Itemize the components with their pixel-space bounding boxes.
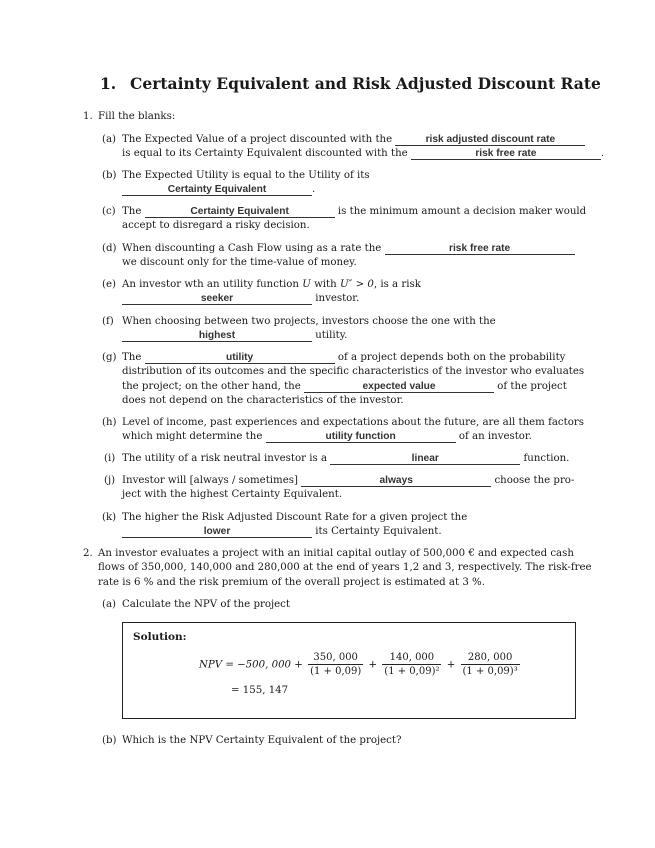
q1e-utility-symbol: U [302,279,311,290]
q2a-text: Calculate the NPV of the project [122,599,290,610]
q1a-answer1: risk adjusted discount rate [425,134,556,145]
q1g-answer1: utility [226,352,254,363]
q1e-blank1 [122,293,312,305]
q1c-text1: The [122,206,142,217]
q1h-text3: of an investor. [458,431,532,442]
fraction-year2-numerator: 140, 000 [382,651,441,665]
q1-number: 1. [83,111,93,122]
q1k-answer1: lower [203,526,231,537]
q1g-text2: of a project depends both on the probability [337,352,566,363]
q1-intro: Fill the blanks: [98,111,176,122]
q1i-line1 [122,452,569,467]
q1g-blank2 [304,381,494,393]
q1b-period: . [312,184,316,195]
fraction-year3 [461,651,520,678]
plus-sign-1: + [368,659,378,671]
solution-box [122,622,576,719]
q1h-blank1 [266,431,456,443]
q1g-line3 [122,380,567,395]
q2-line1: An investor evaluates a project with an initial capital outlay of 500,000 € and expected cash [98,548,574,559]
q1e-line2 [122,292,359,307]
q1c-line2: accept to disregard a risky decision. [122,220,310,231]
q1a-blank2 [411,148,601,160]
fraction-year1-denominator: (1 + 0,09) [310,666,362,677]
q1i-blank1 [330,453,520,465]
npv-result: = 155, 147 [231,685,289,696]
npv-lhs: NPV = −500, 000 + [199,659,303,671]
q2-number: 2. [83,548,93,559]
q1a-answer2: risk free rate [475,148,537,159]
q1f-line2 [122,329,347,344]
q1g-text4: the project; on the other hand, the [122,381,301,392]
q1e-label: (e) [102,279,116,290]
q1g-blank1 [145,352,335,364]
q1d-label: (d) [102,243,117,254]
q1c-label: (c) [102,206,116,217]
q1i-label: (i) [104,453,116,464]
q2b-label: (b) [102,735,117,746]
q1k-blank1 [122,526,312,538]
q2-line3: rate is 6 % and the risk premium of the overall project is estimated at 3 %. [98,577,485,588]
q1a-line1 [122,133,585,148]
section-title [100,74,601,93]
q1e-text2: with [314,279,337,290]
q1g-text5: of the project [497,381,567,392]
fraction-year2-denominator: (1 + 0,09)² [384,666,440,677]
q1b-line2 [122,183,315,198]
q1g-line1 [122,351,565,366]
q1a-period: . [600,148,605,159]
q1j-label: (j) [104,475,116,486]
q1d-blank1 [385,243,575,255]
q1a-line2 [122,147,604,162]
q1f-label: (f) [102,316,114,327]
q1b-line1: The Expected Utility is equal to the Utility of its [122,170,370,181]
q1k-text2: its Certainty Equivalent. [315,526,442,537]
q2b-text: Which is the NPV Certainty Equivalent of the project? [122,735,402,746]
q1d-text1: When discounting a Cash Flow using as a rate the [122,243,382,254]
q1k-line1: The higher the Risk Adjusted Discount Rate for a given project the [122,512,468,523]
q1f-blank1 [122,330,312,342]
q1b-blank1 [122,184,312,196]
q1e-answer1: seeker [200,293,234,304]
npv-equation [199,651,522,678]
q2a-label: (a) [102,599,117,610]
q1g-line2: distribution of its outcomes and the specific characteristics of the investor who evaluates [122,366,585,377]
q1b-answer1: Certainty Equivalent [167,184,267,195]
q1j-text1: Investor will [always / sometimes] [122,475,298,486]
q1e-condition: U″ > 0 [339,279,374,290]
q1c-text2: is the minimum amount a decision maker would [337,206,587,217]
q1k-label: (k) [102,512,117,523]
q1e-text1: An investor wth an utility function [122,279,299,290]
q1i-text1: The utility of a risk neutral investor is a [122,453,328,464]
q1e-text4: investor. [315,293,360,304]
q1h-line1: Level of income, past experiences and expectations about the future, are all them factors [122,417,584,428]
q1h-label: (h) [102,417,117,428]
q1h-line2 [122,430,532,445]
fraction-year3-denominator: (1 + 0,09)³ [462,666,518,677]
q1e-text3: , is a risk [373,279,421,290]
q1c-line1 [122,205,586,220]
q1c-blank1 [145,206,335,218]
q1f-line1: When choosing between two projects, investors choose the one with the [122,316,496,327]
q1f-text2: utility. [315,330,348,341]
q1f-answer1: highest [198,330,236,341]
q1g-answer2: expected value [362,381,436,392]
fraction-year3-numerator: 280, 000 [461,651,520,665]
section-title-text: Certainty Equivalent and Risk Adjusted Discount Rate [130,74,601,93]
section-number: 1. [100,74,117,93]
q1i-answer1: linear [411,453,439,464]
fraction-year1-numerator: 350, 000 [308,651,363,665]
q1h-text2: which might determine the [122,431,263,442]
q1e-line1 [122,278,421,293]
fraction-year1 [308,651,363,678]
q1a-blank1 [395,134,585,146]
q1j-answer1: always [379,475,413,486]
q2-line2: flows of 350,000, 140,000 and 280,000 at the end of years 1,2 and 3, respectively. The risk-free [98,562,592,573]
solution-title: Solution: [133,631,187,643]
q1i-text2: function. [523,453,570,464]
q1j-line2: ject with the highest Certainty Equivalent. [122,489,343,500]
q1a-text2: is equal to its Certainty Equivalent discounted with the [122,148,408,159]
plus-sign-2: + [446,659,456,671]
q1k-line2 [122,525,442,540]
q1b-label: (b) [102,170,117,181]
q1g-line4: does not depend on the characteristics of the investor. [122,395,404,406]
q1j-blank1 [301,475,491,487]
q1j-line1 [122,474,574,489]
q1g-label: (g) [102,352,117,363]
q1h-answer1: utility function [325,431,396,442]
fraction-year2 [382,651,441,678]
q1d-line1 [122,242,575,257]
q1c-answer1: Certainty Equivalent [190,206,289,217]
q1j-text2: choose the pro- [494,475,575,486]
q1a-label: (a) [102,134,117,145]
q1g-text1: The [122,352,142,363]
q1d-answer1: risk free rate [449,243,511,254]
q1a-text: The Expected Value of a project discounted with the [122,134,393,145]
q1d-line2: we discount only for the time-value of money. [122,257,357,268]
